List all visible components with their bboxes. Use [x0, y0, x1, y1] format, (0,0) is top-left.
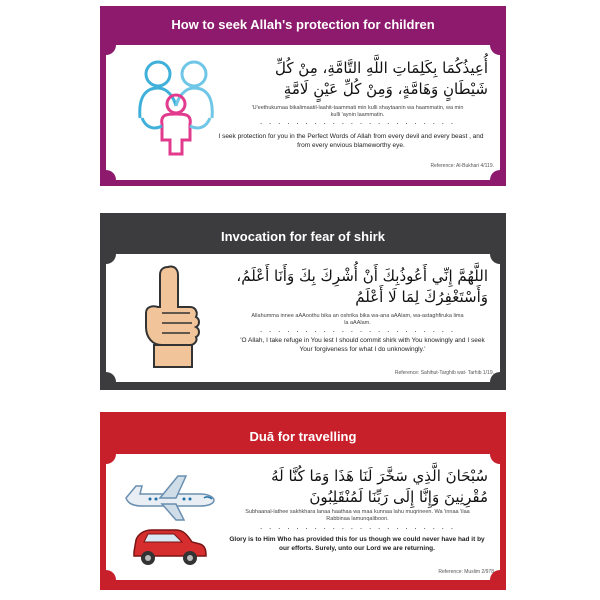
- translation: Glory is to Him Who has provided this for us though we could never have had it by our efforts. Surely, unto our Lord we are returning.: [229, 536, 485, 552]
- transliteration: Subhaanal-lathee sakhkhara lanaa haathaa wa maa kunnaa lahu muqrineen. Wa 'innaa 'ilaa Rabbinaa lamunqaliboon.: [245, 509, 470, 522]
- reference: Reference: Muslim 2/978: [438, 569, 494, 575]
- reference: Reference: Al-Bukhari 4/119.: [430, 163, 494, 169]
- divider: . . . . . . . . . . . . . . . . . . . . . .: [259, 522, 456, 531]
- translation: 'O Allah, I take refuge in You lest I should commit shirk with You knowingly and I seek Your forgiveness for what I do unknowingly.': [240, 337, 485, 353]
- dua-card-fear-of-shirk: [100, 213, 506, 390]
- transliteration: Allahumma innee aAAoothu bika an oshrika bika wa-ana aAAlam, wa-astaghfiruka lima la aAAlam.: [251, 313, 464, 326]
- airplane-and-car-icon: [122, 464, 217, 569]
- arabic-text: أُعِيذُكُمَا بِكَلِمَاتِ اللَّهِ التَّامَّةِ، مِنْ كُلِّ شَيْطَانٍ وَهَامَّةٍ، وَمِنْ كُلِّ عَيْنٍ لَامَّةٍ: [275, 59, 488, 98]
- transliteration: 'U'eethukumaa bikalimaatil-laahit-taammati min kulli shaytaanin wa haammatin, wa min kulli 'aynin laammatin.: [251, 105, 464, 118]
- dua-card-protection-children: [100, 6, 506, 186]
- card-title: Invocation for fear of shirk: [221, 229, 385, 244]
- arabic-text: اللَّهُمَّ إِنِّي أَعُوذُبِكَ أَنْ أُشْرِكَ بِكَ وَأَنَا أَعْلَمُ، وَأَسْتَغْفِرُكَ لِمَا لَا أَعْلَمُ: [236, 267, 488, 306]
- divider: . . . . . . . . . . . . . . . . . . . . . .: [259, 117, 456, 126]
- translation: I seek protection for you in the Perfect Words of Allah from every devil and every beast , and from every envious blameworthy eye.: [218, 133, 484, 149]
- arabic-text: سُبْحَانَ الَّذِي سَخَّرَ لَنَا هَذَا وَمَا كُنَّا لَهُ مُقْرِنِينَ وَإِنَّا إِلَى رَبِّنَا لَمُنْقَلِبُونَ: [271, 467, 488, 506]
- divider: . . . . . . . . . . . . . . . . . . . . . .: [259, 325, 456, 334]
- card-title: Duā for travelling: [249, 429, 357, 444]
- raised-index-finger-icon: [132, 263, 212, 368]
- reference: Reference: Sahihut-Targhib wat- Tarhib 1/19.: [394, 370, 494, 376]
- card-title: How to seek Allah's protection for children: [171, 17, 435, 32]
- family-icon: [132, 58, 222, 158]
- dua-card-travelling: [100, 412, 506, 590]
